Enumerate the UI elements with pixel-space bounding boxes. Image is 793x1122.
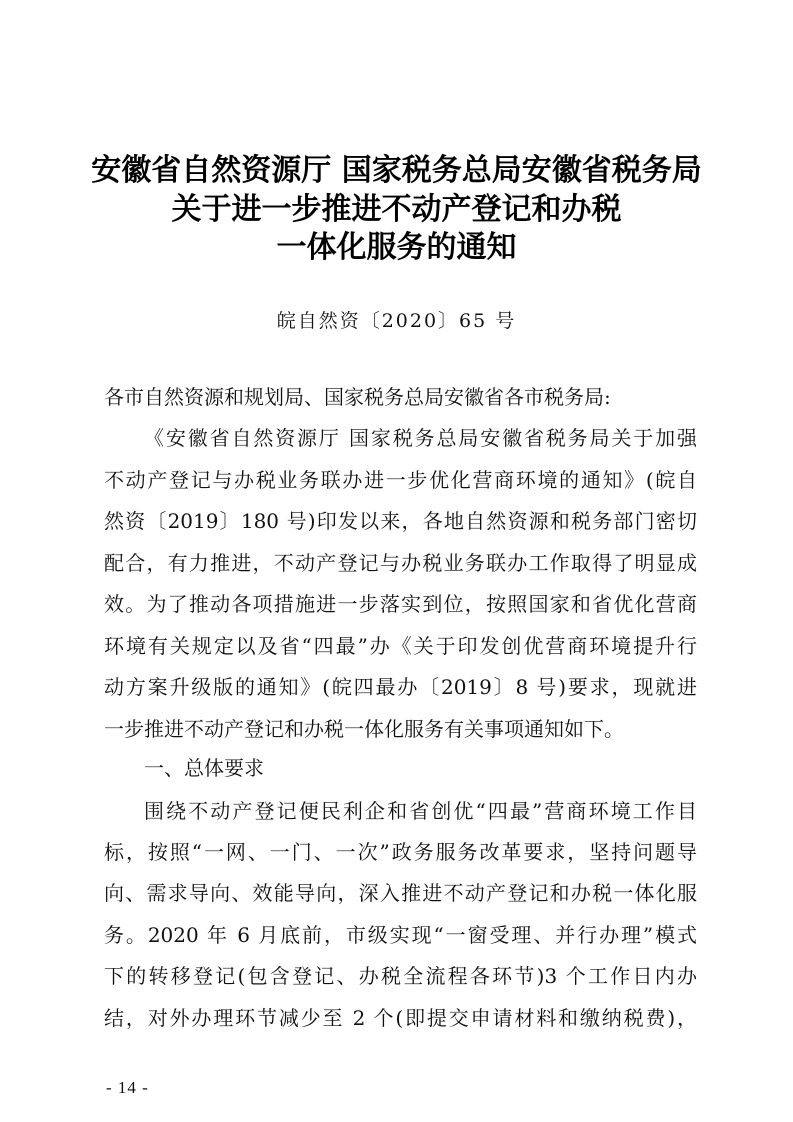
paragraph-line: 不动产登记与办税业务联办进一步优化营商环境的通知》(皖自 xyxy=(104,468,697,492)
paragraph-line: 下的转移登记(包含登记、办税全流程各环节)3 个工作日内办 xyxy=(104,964,697,988)
paragraph-line: 效。为了推动各项措施进一步落实到位，按照国家和省优化营商 xyxy=(104,592,697,616)
title-line-3: 一体化服务的通知 xyxy=(276,230,517,265)
paragraph-line: 然资〔2019〕180 号)印发以来，各地自然资源和税务部门密切 xyxy=(104,509,697,533)
paragraph-line: 务。2020 年 6 月底前，市级实现“一窗受理、并行办理”模式 xyxy=(104,923,697,947)
paragraph-line: 动方案升级版的通知》(皖四最办〔2019〕8 号)要求，现就进 xyxy=(104,675,697,699)
title-line-1: 安徽省自然资源厅 国家税务总局安徽省税务局 xyxy=(91,153,702,188)
document-number: 皖自然资〔2020〕65 号 xyxy=(276,310,517,332)
title-line-2: 关于进一步推进不动产登记和办税 xyxy=(171,192,622,227)
paragraph-line: 《安徽省自然资源厅 国家税务总局安徽省税务局关于加强 xyxy=(144,426,697,450)
section-heading: 一、总体要求 xyxy=(144,756,264,780)
addressee: 各市自然资源和规划局、国家税务总局安徽省各市税务局: xyxy=(104,385,611,409)
paragraph-line: 围绕不动产登记便民利企和省创优“四最”营商环境工作目 xyxy=(144,799,697,823)
page-number: - 14 - xyxy=(106,1078,149,1097)
paragraph-line: 一步推进不动产登记和办税一体化服务有关事项通知如下。 xyxy=(104,717,624,741)
paragraph-line: 环境有关规定以及省“四最”办《关于印发创优营商环境提升行 xyxy=(104,634,697,658)
paragraph-line: 向、需求导向、效能导向，深入推进不动产登记和办税一体化服 xyxy=(104,881,697,905)
paragraph-line: 结，对外办理环节减少至 2 个(即提交申请材料和缴纳税费)， xyxy=(104,1006,697,1030)
paragraph-line: 标，按照“一网、一门、一次”政务服务改革要求，坚持问题导 xyxy=(104,840,697,864)
paragraph-line: 配合，有力推进，不动产登记与办税业务联办工作取得了明显成 xyxy=(104,551,697,575)
